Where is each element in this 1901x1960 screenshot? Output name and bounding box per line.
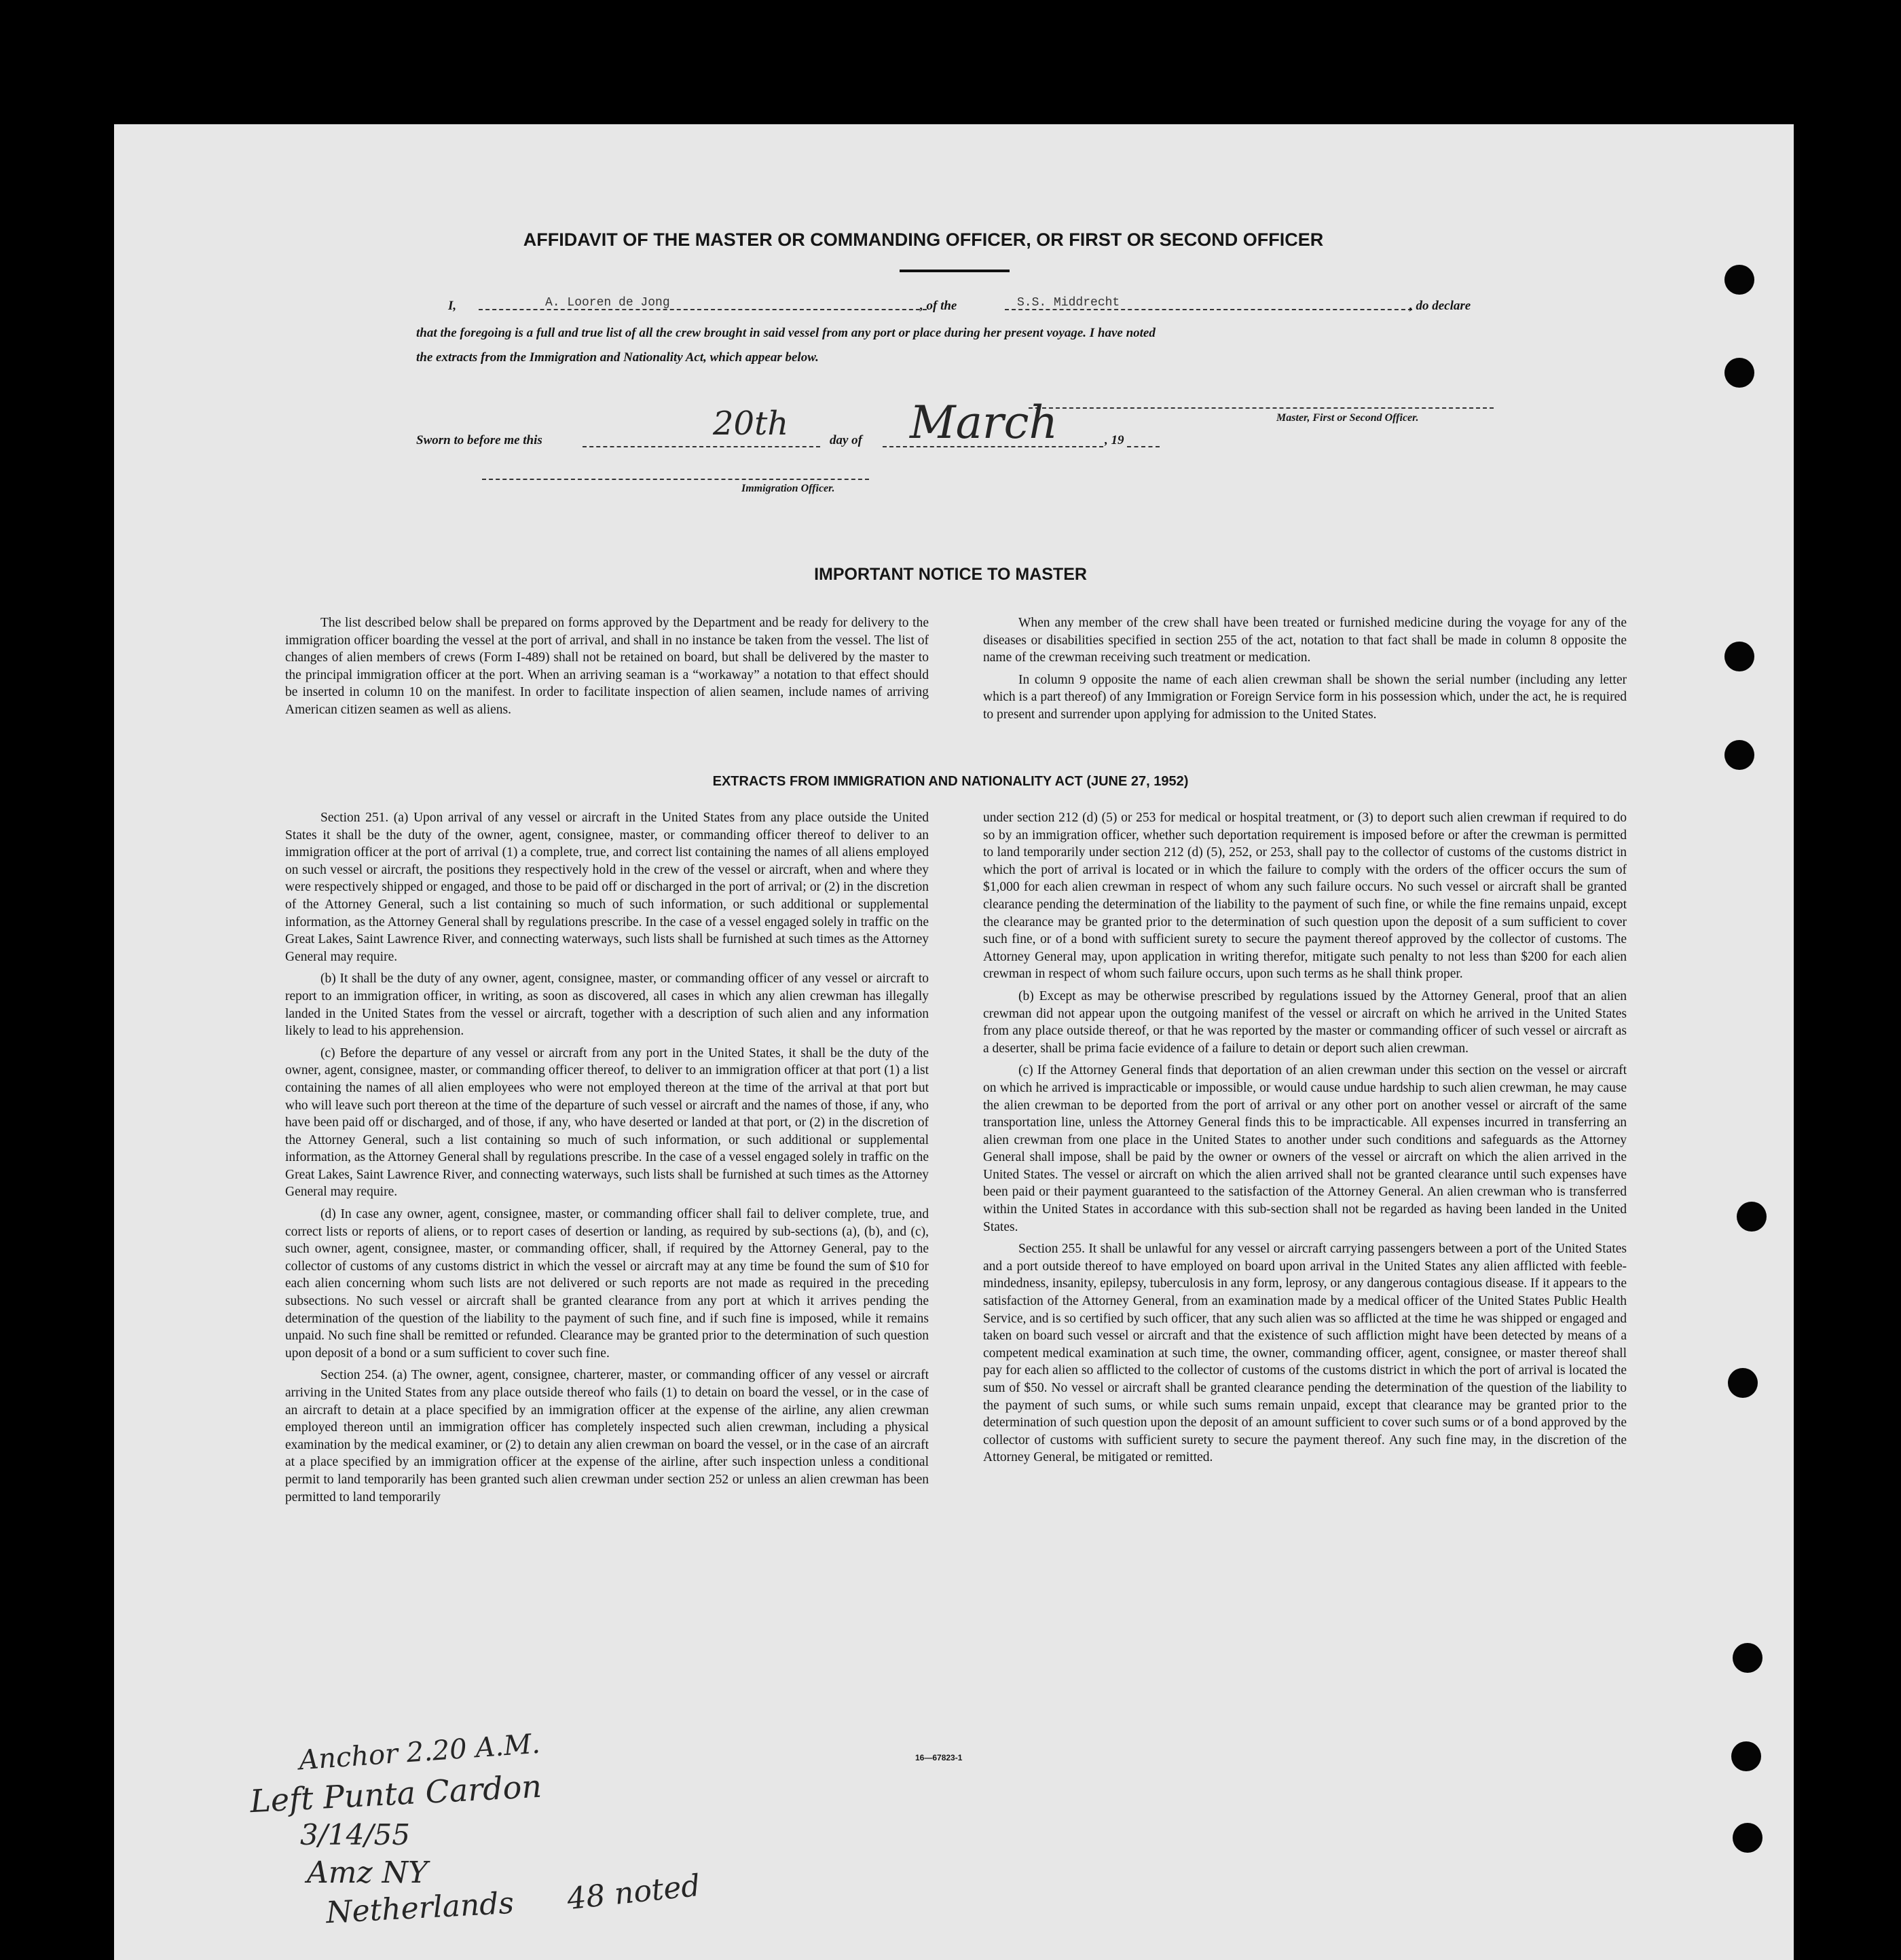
- act-paragraph: (b) It shall be the duty of any owner, agent, consignee, master, or commanding officer of any vessel or aircraft to report to an immigration officer, in writing, as soon as discovered, all cases in which any alien crewman has illegally landed in the United States from the vessel or aircraft, together with a description of such alien and any information likely to lead to his apprehension.: [285, 972, 929, 1039]
- sworn-day-line: [583, 446, 820, 447]
- year-label: , 19: [1105, 433, 1124, 447]
- act-paragraph: under section 212 (d) (5) or 253 for medical or hospital treatment, or (3) to deport such alien crewman if required to do so by an immigration officer, whether such deportation requirement is imposed before or after the crewman is permitted to land temporarily under section 212 (d) (5), 252, or 253, shall pay to the collector of customs of the customs district in which the port of arrival is located or in which the failure to comply with the orders of the officer occurs the sum of $1,000 for each alien crewman in respect of whom any such failure occurs. No such vessel or aircraft shall be granted clearance pending the determination of the liability to the payment of such fine, or while the fine remains unpaid, except the clearance may be granted prior to the determination of such question upon the deposit of a sum sufficient to cover such fine, or of a bond with sufficient surety to secure the payment thereof approved by the collector of customs. The Attorney General may, upon application in writing therefor, mitigate such penalty to not less than $200 for each alien crewman in respect of whom such failure occurs, upon such terms as he shall think proper.: [983, 811, 1627, 982]
- vessel-name: S.S. Middrecht: [1017, 296, 1120, 310]
- notice-paragraph: When any member of the crew shall have been treated or furnished medicine during the voyage for any of the diseases or disabilities specified in section 255 of the act, notation to that fact shall be made in column 8 opposite the name of the crewman receiving such treatment or medication.: [983, 616, 1627, 665]
- handwritten-note: 48 noted: [565, 1868, 702, 1917]
- handwritten-note: Left Punta Cardon: [248, 1767, 543, 1820]
- day-of-label: day of: [830, 433, 863, 447]
- title-underline: [900, 270, 1010, 272]
- notice-left-column: [285, 614, 929, 724]
- punch-hole: [1724, 358, 1754, 388]
- punch-hole: [1728, 1368, 1758, 1398]
- punch-hole: [1724, 740, 1754, 770]
- of-the-label: , of the: [920, 299, 957, 313]
- affidavit-title: AFFIDAVIT OF THE MASTER OR COMMANDING OFFICER, OR FIRST OR SECOND OFFICER: [523, 229, 1324, 250]
- act-paragraph: (c) If the Attorney General finds that deportation of an alien crewman under this section on the vessel or aircraft on which he arrived is impracticable or impossible, or would cause undue hardship to such alien crewman, he may cause the alien crewman to be deported from the port of arrival or any other port on another vessel or aircraft of the same transportation line, unless the Attorney General finds this to be impracticable. All expenses incurred in transferring an alien crewman from one place in the United States to another under such conditions and safeguards as the Attorney General shall impose, shall be paid by the owner or owners of the vessel or aircraft on which the alien arrived in the United States. The vessel or aircraft on which the alien arrived shall not be granted clearance until such expenses have been paid or their payment guaranteed to the satisfaction of the Attorney General. An alien crewman who is transferred within the United States in accordance with this sub-section shall not be regarded as having been landed in the United States.: [983, 1063, 1627, 1234]
- notice-title: IMPORTANT NOTICE TO MASTER: [814, 565, 1087, 584]
- sworn-label: Sworn to before me this: [416, 433, 542, 447]
- punch-hole: [1731, 1741, 1761, 1771]
- form-number: 16—67823-1: [915, 1753, 963, 1762]
- affidavit-i-label: I,: [448, 299, 457, 313]
- affidavit-statement-line-1: that the foregoing is a full and true list of all the crew brought in said vessel from any port or place during her present voyage. I have noted: [416, 326, 1156, 340]
- handwritten-note: Amz NY: [307, 1855, 428, 1890]
- handwritten-note: 3/14/55: [300, 1818, 410, 1851]
- sworn-month: March: [910, 396, 1058, 449]
- affidavit-statement-line-2: the extracts from the Immigration and Nationality Act, which appear below.: [416, 350, 819, 365]
- act-paragraph: Section 254. (a) The owner, agent, consignee, charterer, master, or commanding officer of any vessel or aircraft arriving in the United States from any place outside thereof who fails (1) to detain on board the vessel, or in the case of an aircraft to detain at a place specified by an immigration officer at the expense of the airline, any alien crewman employed thereon until an immigration officer has completely inspected such alien crewman, including a physical examination by the medical examiner, or (2) to detain any alien crewman on board the vessel, or in the case of an aircraft at a place specified by an immigration officer at the expense of the airline, after such inspection unless a conditional permit to land temporarily has been granted such alien crewman under section 252 or unless an alien crewman has been permitted to land temporarily: [285, 1368, 929, 1504]
- handwritten-note: Anchor 2.20 A.M.: [297, 1728, 541, 1777]
- master-name: A. Looren de Jong: [545, 296, 670, 310]
- act-paragraph: (c) Before the departure of any vessel or aircraft from any port in the United States, it shall be the duty of the owner, agent, consignee, master, or commanding officer thereof, to deliver to an immigration officer at that port (1) a list containing the names of all alien employees who were not employed thereon at the time of the arrival at that port but who will leave such port thereon at the time of the departure of such vessel or aircraft and the names of those, if any, who have been paid off or discharged, and of those, if any, who have deserted or landed at that port, or (2) in the discretion of the Attorney General, such a list containing so much of such information, or such additional or supplemental information, as the Attorney General shall by regulations prescribe. In the case of a vessel engaged solely in traffic on the Great Lakes, Saint Lawrence River, and connecting waterways, such lists shall be furnished at such times as the Attorney General may require.: [285, 1046, 929, 1200]
- notice-paragraph: The list described below shall be prepared on forms approved by the Department and be ready for delivery to the immigration officer boarding the vessel at the port of arrival, and shall in no instance be taken from the vessel. The list of changes of alien members of crews (Form I-489) shall not be retained on board, but shall be delivered by the master to the principal immigration officer at the port. When an arriving seaman is a “workaway” a notation to that effect should be inserted in column 10 on the manifest. In order to facilitate inspection of alien seamen, include names of arriving American citizen seamen as well as aliens.: [285, 616, 929, 717]
- punch-hole: [1737, 1202, 1767, 1232]
- master-signature-label: Master, First or Second Officer.: [1276, 412, 1419, 424]
- sworn-day: 20th: [713, 405, 789, 443]
- notice-right-column: [983, 614, 1627, 728]
- notice-paragraph: In column 9 opposite the name of each alien crewman shall be shown the serial number (including any letter which is a part thereof) of any Immigration or Foreign Service form in his possession which, under the act, he is required to present and surrender upon applying for admission to the United States.: [983, 672, 1627, 722]
- act-paragraph: (d) In case any owner, agent, consignee, master, or commanding officer shall fail to deliver complete, true, and correct lists or reports of aliens, or to report cases of desertion or landing, as required by sub-sections (a), (b), and (c), such owner, agent, consignee, master, or commanding officer, shall, if required by the Attorney General, pay to the collector of customs of any customs district in which the vessel or aircraft may at any time be found the sum of $10 for each alien concerning whom such lists are not delivered or such reports are not made as required in the preceding subsections. No such vessel or aircraft shall be granted clearance from any port at which it arrives pending the determination of the question of the liability to the payment of such fine, and if such fine is imposed, while it remains unpaid. No such fine shall be remitted or refunded. Clearance may be granted prior to the determination of such question upon deposit of a bond or a sum sufficient to cover such fine.: [285, 1207, 929, 1361]
- year-line: [1127, 446, 1160, 447]
- punch-hole: [1733, 1643, 1762, 1673]
- punch-hole: [1724, 265, 1754, 295]
- extracts-left-column: [285, 809, 929, 1511]
- punch-hole: [1733, 1823, 1762, 1853]
- immigration-officer-label: Immigration Officer.: [741, 483, 835, 494]
- act-paragraph: (b) Except as may be otherwise prescribed by regulations issued by the Attorney General, proof that an alien crewman did not appear upon the outgoing manifest of the vessel or aircraft on which he arrived in the United States from any place outside thereof, or that he was reported by the master or commanding officer of such vessel or aircraft as a deserter, shall be prima facie evidence of a failure to detain or deport such alien crewman.: [983, 988, 1627, 1056]
- handwritten-note: Netherlands: [325, 1885, 515, 1931]
- do-declare-label: , do declare: [1409, 299, 1471, 313]
- punch-hole: [1724, 642, 1754, 671]
- master-signature-line: [1029, 407, 1494, 409]
- extracts-right-column: [983, 809, 1627, 1471]
- officer-signature-line: [482, 479, 869, 480]
- act-paragraph: Section 251. (a) Upon arrival of any vessel or aircraft in the United States from any place outside the United States it shall be the duty of the owner, agent, consignee, master, or commanding officer thereof to deliver to an immigration officer at the port of arrival (1) a complete, true, and correct list containing the names of all aliens employed on such vessel or aircraft, the positions they respectively hold in the crew of the vessel or aircraft, when and where they were respectively shipped or engaged, and those to be paid off or discharged in the port of arrival; or (2) in the discretion of the Attorney General, such a list containing so much of such information, or such additional or supplemental information, as the Attorney General shall by regulations prescribe. In the case of a vessel engaged solely in traffic on the Great Lakes, Saint Lawrence River, and connecting waterways, such lists shall be furnished at such times as the Attorney General may require.: [285, 811, 929, 964]
- extracts-title: EXTRACTS FROM IMMIGRATION AND NATIONALITY ACT (JUNE 27, 1952): [712, 774, 1189, 789]
- act-paragraph: Section 255. It shall be unlawful for any vessel or aircraft carrying passengers between a port of the United States and a port outside thereof to have employed on board upon arrival in the United States any alien afflicted with feeble-mindedness, insanity, epilepsy, tuberculosis in any form, leprosy, or any dangerous contagious disease. If it appears to the satisfaction of the Attorney General, from an examination made by a medical officer of the United States Public Health Service, and is so certified by such officer, that any such alien was so afflicted at the time he was shipped or engaged and taken on board such vessel or aircraft and that the existence of such affliction might have been detected by means of a competent medical examination at such time, the owner, commanding officer, agent, consignee, or master thereof shall pay for each alien so afflicted to the collector of customs of the customs district in which the port of arrival is located the sum of $50. No vessel or aircraft shall be granted clearance pending the determination of the question of the liability to the payment of such sums, or while such sums remain unpaid, except that clearance may be granted prior to the determination of such question upon the deposit of an amount sufficient to cover such sums or of a bond approved by the collector of customs with sufficient surety to secure the payment thereof. Any such fine may, in the discretion of the Attorney General, be mitigated or remitted.: [983, 1242, 1627, 1465]
